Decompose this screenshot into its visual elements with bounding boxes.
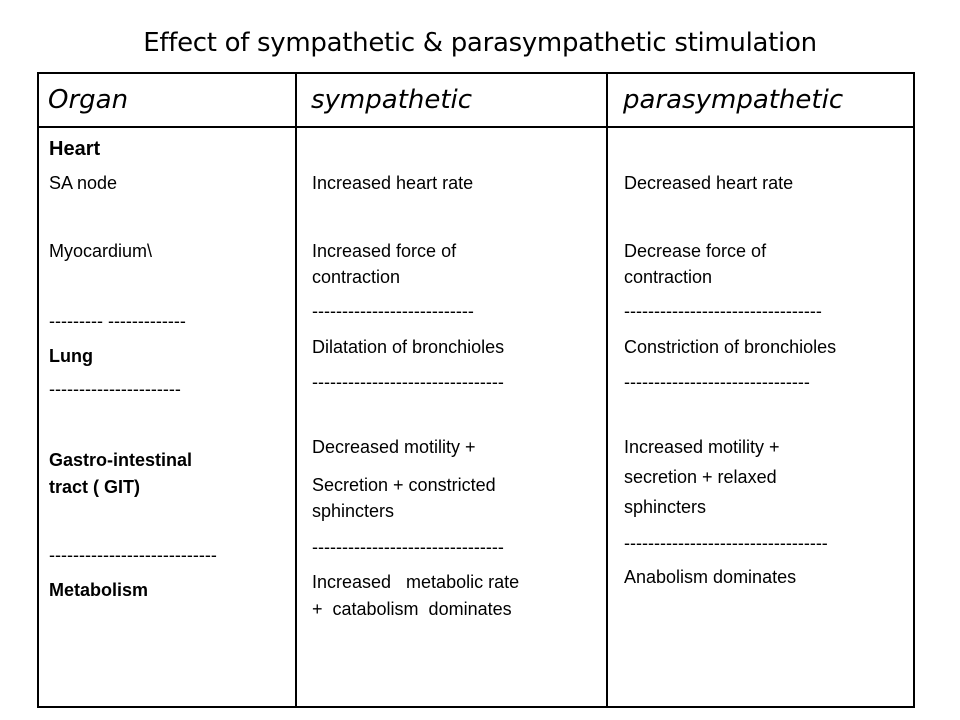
organ-heart: Heart bbox=[49, 138, 101, 160]
sympathetic-separator-2: -------------------------------- bbox=[312, 372, 504, 392]
sympathetic-separator-1: --------------------------- bbox=[312, 301, 474, 321]
parasympathetic-separator-1: --------------------------------- bbox=[624, 301, 822, 321]
parasympathetic-git-line2: secretion + relaxed bbox=[624, 467, 777, 487]
organ-sa-node: SA node bbox=[49, 173, 118, 193]
column-divider-1 bbox=[295, 74, 297, 706]
comparison-table bbox=[37, 72, 915, 708]
sympathetic-metabolism-line1: Increased metabolic rate bbox=[312, 572, 520, 592]
organ-lung: Lung bbox=[49, 346, 93, 366]
parasympathetic-git-line3: sphincters bbox=[624, 497, 707, 517]
header-divider bbox=[39, 126, 913, 128]
sympathetic-separator-3: -------------------------------- bbox=[312, 537, 504, 557]
sympathetic-sa-node: Increased heart rate bbox=[312, 173, 474, 193]
organ-separator-3: ---------------------------- bbox=[49, 545, 217, 565]
sympathetic-myocardium-line1: Increased force of bbox=[312, 241, 457, 261]
organ-myocardium: Myocardium\ bbox=[49, 241, 153, 261]
column-divider-2 bbox=[606, 74, 608, 706]
parasympathetic-lung: Constriction of bronchioles bbox=[624, 337, 837, 357]
organ-separator-2: ---------------------- bbox=[49, 379, 181, 399]
page-title: Effect of sympathetic & parasympathetic stimulation bbox=[143, 28, 817, 58]
sympathetic-lung: Dilatation of bronchioles bbox=[312, 337, 505, 357]
organ-separator-1: --------- ------------- bbox=[49, 311, 186, 331]
parasympathetic-separator-2: ------------------------------- bbox=[624, 372, 810, 392]
parasympathetic-separator-3: ---------------------------------- bbox=[624, 533, 828, 553]
sympathetic-git-line3: sphincters bbox=[312, 501, 395, 521]
parasympathetic-myocardium-line1: Decrease force of bbox=[624, 241, 767, 261]
header-sympathetic: sympathetic bbox=[311, 85, 473, 115]
organ-metabolism: Metabolism bbox=[49, 580, 149, 600]
sympathetic-git-line1: Decreased motility + bbox=[312, 437, 476, 457]
sympathetic-metabolism-line2: + catabolism dominates bbox=[312, 599, 512, 619]
parasympathetic-sa-node: Decreased heart rate bbox=[624, 173, 794, 193]
organ-git-line2: tract ( GIT) bbox=[49, 477, 141, 497]
sympathetic-git-line2: Secretion + constricted bbox=[312, 475, 496, 495]
parasympathetic-git-line1: Increased motility + bbox=[624, 437, 780, 457]
parasympathetic-myocardium-line2: contraction bbox=[624, 267, 713, 287]
header-organ: Organ bbox=[48, 85, 129, 115]
organ-git-line1: Gastro-intestinal bbox=[49, 450, 193, 470]
parasympathetic-metabolism: Anabolism dominates bbox=[624, 567, 797, 587]
sympathetic-myocardium-line2: contraction bbox=[312, 267, 401, 287]
header-parasympathetic: parasympathetic bbox=[623, 85, 844, 115]
